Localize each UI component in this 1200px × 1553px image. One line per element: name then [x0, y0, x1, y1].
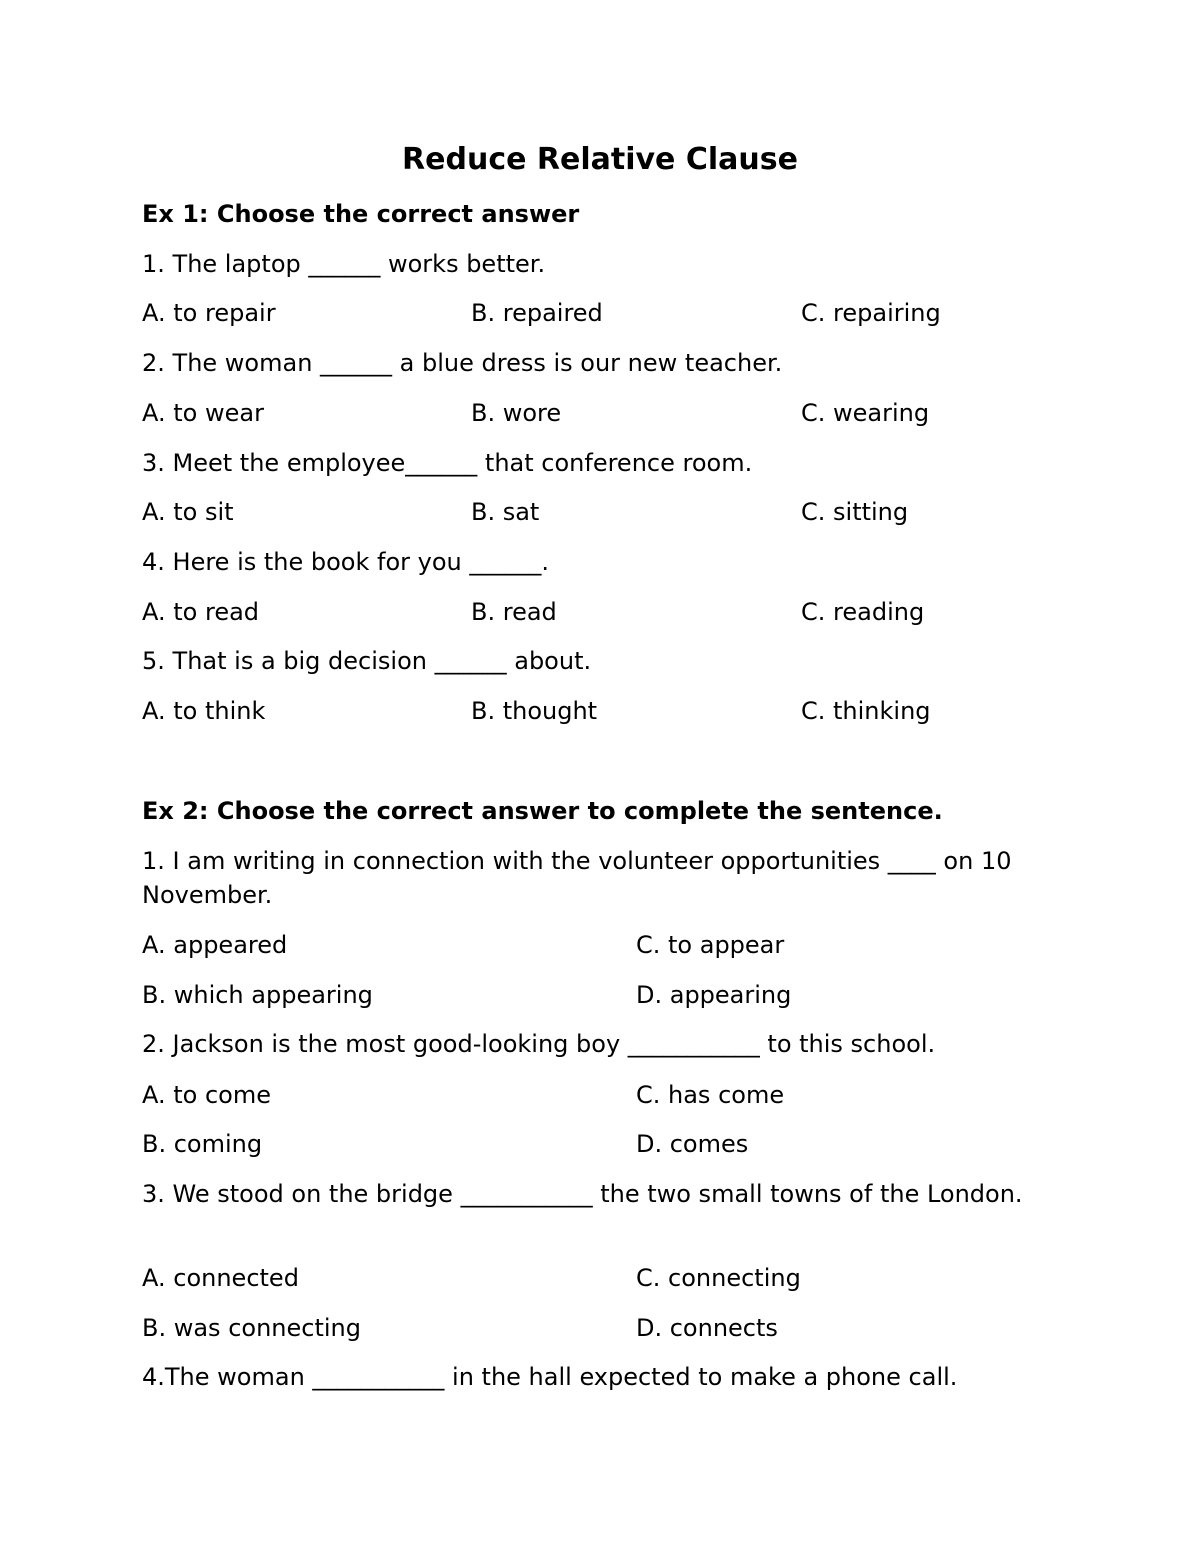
- ex2-question-4: 4.The woman ___________ in the hall expected to make a phone call.: [142, 1363, 958, 1391]
- ex1-q2-option-c: C. wearing: [801, 399, 930, 427]
- ex1-q4-option-c: C. reading: [801, 598, 925, 626]
- ex2-q3-option-c: C. connecting: [636, 1264, 801, 1292]
- ex2-q1-option-a: A. appeared: [142, 931, 288, 959]
- ex1-q3-option-b: B. sat: [471, 498, 540, 526]
- ex1-q4-option-a: A. to read: [142, 598, 260, 626]
- ex1-q5-option-a: A. to think: [142, 697, 266, 725]
- ex2-q3-option-b: B. was connecting: [142, 1314, 361, 1342]
- ex1-q2-option-a: A. to wear: [142, 399, 264, 427]
- page-title: Reduce Relative Clause: [402, 142, 798, 177]
- ex2-question-2: 2. Jackson is the most good-looking boy ___________ to this school.: [142, 1030, 936, 1058]
- ex2-question-3: 3. We stood on the bridge ___________ the two small towns of the London.: [142, 1180, 1023, 1208]
- ex2-q1-option-b: B. which appearing: [142, 981, 373, 1009]
- ex1-q3-option-c: C. sitting: [801, 498, 909, 526]
- ex1-question-1: 1. The laptop ______ works better.: [142, 250, 546, 278]
- ex1-q4-option-b: B. read: [471, 598, 557, 626]
- ex2-q1-option-d: D. appearing: [636, 981, 792, 1009]
- ex2-q3-option-d: D. connects: [636, 1314, 778, 1342]
- ex1-heading: Ex 1: Choose the correct answer: [142, 200, 580, 228]
- ex1-q5-option-b: B. thought: [471, 697, 598, 725]
- ex2-question-1: 1. I am writing in connection with the volunteer opportunities ____ on 10 November.: [142, 847, 1012, 909]
- ex1-q3-option-a: A. to sit: [142, 498, 234, 526]
- ex1-q1-option-b: B. repaired: [471, 299, 603, 327]
- ex1-q1-option-a: A. to repair: [142, 299, 276, 327]
- ex1-question-5: 5. That is a big decision ______ about.: [142, 647, 592, 675]
- ex2-q2-option-c: C. has come: [636, 1081, 785, 1109]
- ex1-q1-option-c: C. repairing: [801, 299, 941, 327]
- ex1-q2-option-b: B. wore: [471, 399, 562, 427]
- ex2-q2-option-a: A. to come: [142, 1081, 271, 1109]
- ex2-q2-option-d: D. comes: [636, 1130, 749, 1158]
- ex2-q3-option-a: A. connected: [142, 1264, 299, 1292]
- ex1-question-4: 4. Here is the book for you ______.: [142, 548, 550, 576]
- ex2-heading: Ex 2: Choose the correct answer to complete the sentence.: [142, 797, 943, 825]
- ex1-question-2: 2. The woman ______ a blue dress is our new teacher.: [142, 349, 783, 377]
- ex2-q1-option-c: C. to appear: [636, 931, 785, 959]
- ex1-question-3: 3. Meet the employee______ that conference room.: [142, 449, 753, 477]
- ex1-q5-option-c: C. thinking: [801, 697, 931, 725]
- ex2-q2-option-b: B. coming: [142, 1130, 263, 1158]
